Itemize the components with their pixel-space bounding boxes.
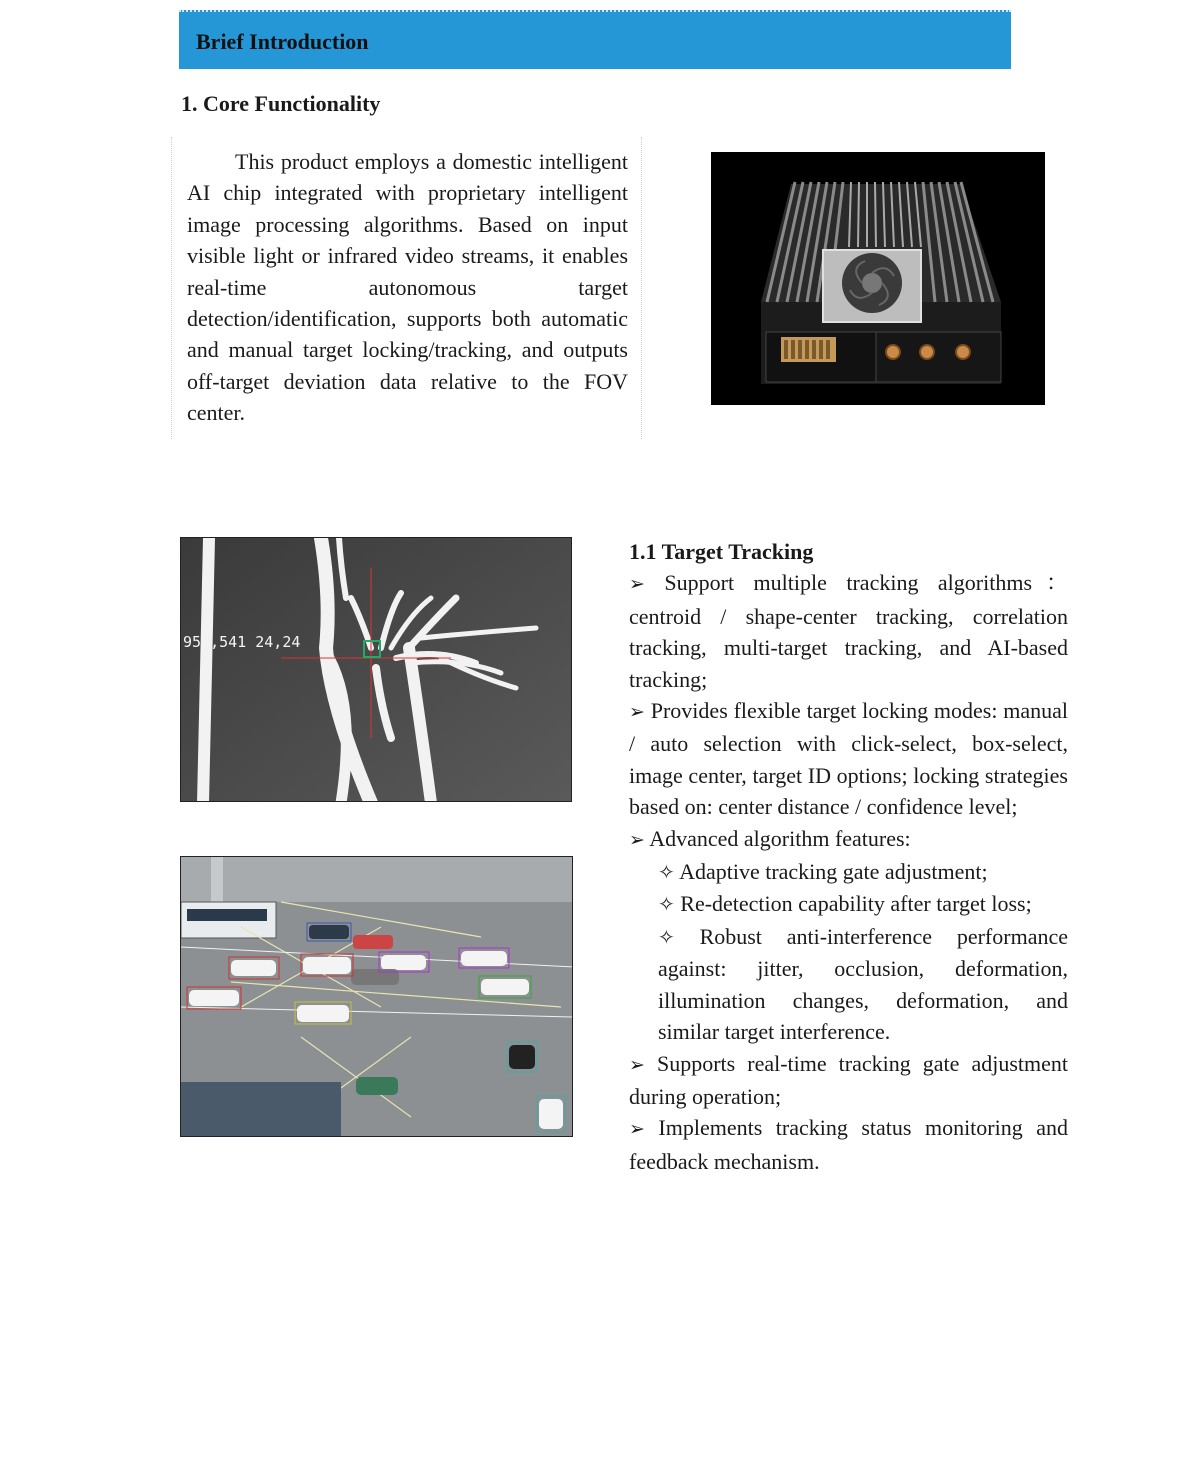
bullet-text: Supports real-time tracking gate adjustment during operation; xyxy=(629,1050,1068,1109)
traffic-detection-image xyxy=(180,856,573,1137)
thermal-overlay-text: 953,541 24,24 xyxy=(183,633,301,651)
thermal-tracking-image xyxy=(180,537,572,802)
sub-bullet-text: Re-detection capability after target loss; xyxy=(680,891,1032,917)
bullet-text: Advanced algorithm features: xyxy=(649,825,911,851)
tracking-bullet xyxy=(629,1112,1068,1177)
intro-paragraph: This product employs a domestic intelligent AI chip integrated with proprietary intelligent image processing algorithms. Based on input visible light or infrared video streams, it enables real-time autonomous target detection/identification, supports both automatic and manual target locking/tracking, and outputs off-target deviation data relative to the FOV center. xyxy=(187,149,628,426)
product-photo xyxy=(711,152,1045,405)
thermal-scene-illustration xyxy=(181,538,572,802)
sub-bullet-text: Adaptive tracking gate adjustment; xyxy=(679,859,988,885)
bullet-text: Implements tracking status monitoring and feedback mechanism. xyxy=(629,1115,1068,1174)
arrow-bullet-icon: ➢ xyxy=(629,828,645,851)
tracking-sub-bullet xyxy=(658,856,1068,888)
traffic-scene-illustration xyxy=(181,857,573,1137)
tracking-bullet xyxy=(629,567,1068,695)
tracking-bullet xyxy=(629,823,1068,856)
arrow-bullet-icon: ➢ xyxy=(629,1053,645,1076)
section-heading: 1. Core Functionality xyxy=(181,91,381,116)
header-banner xyxy=(179,10,1011,69)
intro-box xyxy=(171,137,642,439)
product-device-illustration xyxy=(711,152,1045,405)
arrow-bullet-icon: ➢ xyxy=(629,1118,645,1141)
tracking-sub-bullet xyxy=(658,888,1068,920)
star-bullet-icon: ✧ xyxy=(658,860,675,885)
bullet-text: Support multiple tracking algorithms： centroid / shape-center tracking, correlation tracking, multi-target tracking, and AI-based tracking; xyxy=(629,570,1069,692)
tracking-sub-bullet xyxy=(658,921,1068,1048)
tracking-bullet xyxy=(629,1048,1068,1113)
sub-bullet-text: Robust anti-interference performance against: jitter, occlusion, deformation, illumination changes, deformation, and similar target interference. xyxy=(658,923,1068,1045)
arrow-bullet-icon: ➢ xyxy=(629,701,645,724)
tracking-bullet xyxy=(629,695,1068,823)
banner-title: Brief Introduction xyxy=(196,29,369,54)
arrow-bullet-icon: ➢ xyxy=(629,573,645,596)
bullet-text: Provides flexible target locking modes: manual / auto selection with click-select, box-select, image center, target ID options; locking strategies based on: center distance / confidence level; xyxy=(629,698,1069,820)
star-bullet-icon: ✧ xyxy=(658,924,675,949)
tracking-heading: 1.1 Target Tracking xyxy=(629,539,814,564)
star-bullet-icon: ✧ xyxy=(658,892,675,917)
target-tracking-section xyxy=(629,536,1068,1177)
